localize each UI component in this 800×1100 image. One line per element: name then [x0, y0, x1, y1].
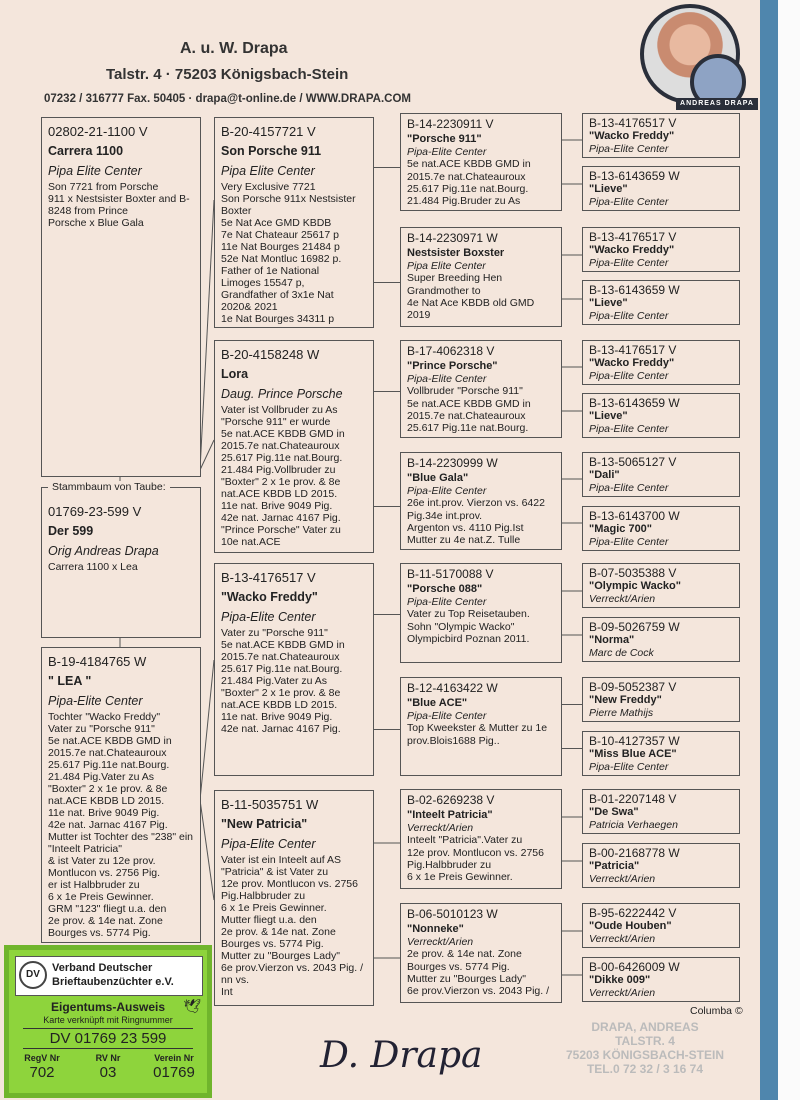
note-line: 8248 from Prince: [48, 205, 128, 217]
note-line: Bourges vs. 5774 Pig.: [48, 927, 151, 939]
breeder-origin: Pierre Mathijs: [589, 706, 654, 719]
ring-number: B-95-6222442 V: [589, 906, 677, 920]
note-line: & ist Vater zu 12e prov.: [48, 855, 156, 867]
org-name-line1: Verband Deutscher: [52, 962, 153, 974]
breeder-origin: Patricia Verhaegen: [589, 818, 678, 831]
note-line: 42e nat. Jarnac 4167 Pig.: [48, 819, 168, 831]
ring-number: B-09-5026759 W: [589, 620, 680, 634]
ring-number: 02802-21-1100 V: [48, 124, 148, 139]
note-line: Vater zu "Porsche 911": [48, 723, 155, 735]
pedigree-legend: Stammbaum von Taube:: [48, 481, 170, 493]
pigeon-name: "De Swa": [589, 806, 639, 819]
pigeon-card: [400, 903, 562, 1003]
ring-number: B-13-4176517 V: [589, 230, 677, 244]
breeder-origin: Pipa-Elite Center: [589, 535, 669, 548]
pigeon-card: [214, 563, 374, 776]
note-line: 2015.7e nat.Chateauroux: [48, 747, 167, 759]
note-line: Grandfather of 3x1e Nat: [221, 289, 334, 301]
note-line: 2015.7e nat.Chateauroux: [221, 651, 340, 663]
note-line: 11e nat. Brive 9049 Pig.: [221, 711, 333, 723]
pigeon-name: "Porsche 088": [407, 583, 483, 596]
note-line: "Patricia" & ist Vater zu: [221, 866, 329, 878]
pigeon-name: "Patricia": [589, 860, 640, 873]
note-line: "Prince Porsche" Vater zu: [221, 524, 341, 536]
breeder-origin: Orig Andreas Drapa: [48, 544, 159, 558]
note-line: Tochter "Wacko Freddy": [48, 711, 161, 723]
pigeon-name: "Miss Blue ACE": [589, 748, 677, 761]
pigeon-icon: 🕊: [183, 998, 201, 1014]
stamp-line: DRAPA, ANDREAS: [591, 1020, 699, 1034]
note-line: 26e int.prov. Vierzon vs. 6422: [407, 497, 545, 510]
note-line: Mutter ist Tochter des "238" ein: [48, 831, 194, 843]
dv-logo-icon: DV: [19, 961, 47, 989]
stamp-line: TALSTR. 4: [615, 1034, 675, 1048]
note-line: 5e Nat Ace GMD KBDB: [221, 217, 332, 229]
note-line: Carrera 1100 x Lea: [48, 561, 138, 573]
breeder-origin: Pipa-Elite Center: [589, 422, 669, 435]
note-line: 52e Nat Montluc 16982 p.: [221, 253, 342, 265]
note-line: Vater zu Top Reisetauben.: [407, 608, 530, 621]
note-line: Grandmother to: [407, 284, 481, 297]
pigeon-name: "Porsche 911": [407, 133, 482, 146]
note-line: 21.484 Pig.Vater zu As: [221, 675, 328, 687]
pigeon-card: [582, 340, 740, 385]
field-label: RegV Nr: [24, 1053, 60, 1063]
pigeon-name: "Prince Porsche": [407, 360, 498, 373]
note-line: 25.617 Pig.11e nat.Bourg.: [48, 759, 170, 771]
ring-number: B-13-6143700 W: [589, 509, 680, 523]
badge-label: ANDREAS DRAPA: [676, 98, 758, 110]
note-line: nat.ACE KBDB LD 2015.: [221, 699, 338, 711]
card-header: [15, 956, 203, 996]
note-line: Vater ist ein Inteelt auf AS: [221, 854, 342, 866]
ring-number: B-02-6269238 V: [407, 793, 495, 807]
note-line: Bourges vs. 5774 Pig.: [407, 960, 510, 973]
breeder-origin: Verreckt/Arien: [407, 821, 474, 834]
ring-number: B-14-2230971 W: [407, 231, 498, 245]
pigeon-card: [41, 647, 201, 943]
pigeon-name: Son Porsche 911: [221, 144, 322, 158]
org-name-line2: Brieftaubenzüchter e.V.: [52, 976, 174, 988]
note-line: Argenton vs. 4110 Pig.Ist: [407, 522, 524, 535]
note-line: Mutter zu "Bourges Lady": [407, 973, 526, 986]
note-line: 6e prov.Vierzon vs. 2043 Pig. /: [407, 985, 550, 998]
note-line: Porsche x Blue Gala: [48, 217, 144, 229]
pigeon-card: [582, 677, 740, 722]
note-line: Top Kweekster & Mutter zu 1e: [407, 722, 548, 735]
ring-number: B-12-4163422 W: [407, 681, 498, 695]
note-line: 21.484 Pig.Vollbruder zu: [221, 464, 336, 476]
note-line: er ist Halbbruder zu: [48, 879, 140, 891]
pigeon-name: "Wacko Freddy": [589, 357, 675, 370]
breeder-origin: Verreckt/Arien: [589, 872, 656, 885]
pigeon-card: [582, 227, 740, 272]
note-line: 911 x Nestsister Boxter and B-: [48, 193, 190, 205]
pigeon-name: " LEA ": [48, 674, 92, 688]
pigeon-name: "Magic 700": [589, 523, 653, 536]
note-line: 5e nat.ACE KBDB GMD in: [407, 158, 531, 171]
note-line: Inteelt "Patricia".Vater zu: [407, 834, 523, 847]
ring-number: B-17-4062318 V: [407, 344, 495, 358]
pigeon-name: "Dikke 009": [589, 974, 651, 987]
note-line: Mutter fliegt u.a. den: [221, 914, 317, 926]
breeder-origin: Pipa-Elite Center: [589, 760, 669, 773]
ring-number: B-06-5010123 W: [407, 907, 498, 921]
note-line: 25.617 Pig.11e nat.Bourg.: [221, 663, 343, 675]
pigeon-card: [400, 789, 562, 889]
note-line: "Boxter" 2 x 1e prov. & 8e: [221, 476, 341, 488]
breeder-origin: Verreckt/Arien: [589, 986, 656, 999]
note-line: 11e Nat Bourges 21484 p: [221, 241, 340, 253]
note-line: "Boxter" 2 x 1e prov. & 8e: [221, 687, 341, 699]
note-line: Son Porsche 911x Nestsister: [221, 193, 356, 205]
pigeon-name: "New Patricia": [221, 817, 308, 831]
note-line: 1e Nat Bourges 34311 p: [221, 313, 335, 325]
pigeon-name: "Wacko Freddy": [589, 130, 675, 143]
note-line: 6 x 1e Preis Gewinner.: [48, 891, 154, 903]
pigeon-name: "Norma": [589, 634, 635, 647]
pigeon-card: [400, 563, 562, 663]
ring-number: B-14-2230999 W: [407, 456, 498, 470]
ring-number: B-13-6143659 W: [589, 169, 680, 183]
breeder-origin: Pipa-Elite Center: [407, 484, 487, 497]
pigeon-card: [214, 340, 374, 553]
note-line: 7e Nat Chateaur 25617 p: [221, 229, 339, 241]
pigeon-card: [582, 843, 740, 888]
pigeon-name: "New Freddy": [589, 694, 662, 707]
breeder-origin: Pipa-Elite Center: [589, 256, 669, 269]
pigeon-card: [582, 113, 740, 158]
note-line: Boxter: [221, 205, 252, 217]
note-line: GRM "123" fliegt u.a. den: [48, 903, 167, 915]
pigeon-card: [582, 617, 740, 662]
pigeon-card: [41, 487, 201, 638]
note-line: nn vs.: [221, 974, 250, 986]
note-line: "Porsche 911" er wurde: [221, 416, 331, 428]
note-line: Limoges 15547 p,: [221, 277, 305, 289]
pigeon-card: [582, 563, 740, 608]
note-line: 4e Nat Ace KBDB old GMD: [407, 297, 535, 310]
pigeon-name: "Oude Houben": [589, 920, 672, 933]
note-line: 42e nat. Jarnac 4167 Pig.: [221, 723, 341, 735]
pigeon-name: "Wacko Freddy": [221, 590, 318, 604]
breeder-origin: Pipa-Elite Center: [589, 369, 669, 382]
pigeon-name: Carrera 1100: [48, 144, 124, 158]
note-line: 2019: [407, 309, 431, 322]
connector-line: [200, 660, 214, 800]
ring-number: B-00-6426009 W: [589, 960, 680, 974]
pigeon-name: "Dali": [589, 469, 620, 482]
note-line: Pig.34e int.prov.: [407, 509, 483, 522]
pigeon-card: [582, 789, 740, 834]
note-line: Montlucon vs. 2756 Pig.: [48, 867, 161, 879]
card-subtitle: Karte verknüpft mit Ringnummer: [43, 1015, 173, 1025]
ring-number: B-19-4184765 W: [48, 654, 147, 669]
breeder-origin: Pipa Elite Center: [48, 164, 142, 178]
divider: [23, 1028, 193, 1029]
note-line: Very Exclusive 7721: [221, 181, 316, 193]
note-line: 5e nat.ACE KBDB GMD in: [221, 639, 345, 651]
pigeon-card: [582, 506, 740, 551]
breeder-origin: Pipa-Elite Center: [221, 837, 316, 851]
pigeon-card: [400, 452, 562, 550]
note-line: 2e prov. & 14e nat. Zone: [221, 926, 336, 938]
signature: D. Drapa: [320, 1035, 483, 1076]
pigeon-name: Nestsister Boxster: [407, 247, 505, 260]
pigeon-name: "Lieve": [589, 297, 628, 310]
breeder-origin: Pipa-Elite Center: [407, 145, 487, 158]
ring-number: DV 01769 23 599: [49, 1030, 167, 1047]
note-line: 2e prov. & 14e nat. Zone: [48, 915, 163, 927]
pigeon-name: "Blue Gala": [407, 472, 469, 485]
breeder-origin: Pipa-Elite Center: [407, 709, 487, 722]
note-line: Pig.Halbbruder zu: [221, 890, 306, 902]
pigeon-name: "Nonneke": [407, 923, 464, 936]
breeder-origin: Pipa-Elite Center: [48, 694, 143, 708]
ring-number: B-00-2168778 W: [589, 846, 680, 860]
connector-line: [200, 440, 214, 470]
ring-number: B-13-4176517 V: [589, 343, 677, 357]
ring-number: B-20-4157721 V: [221, 124, 316, 139]
ring-number: B-13-4176517 V: [221, 570, 316, 585]
note-line: 2e prov. & 14e nat. Zone: [407, 948, 522, 961]
ring-number: B-13-6143659 W: [589, 396, 680, 410]
connector-line: [200, 200, 214, 470]
note-line: "Inteelt Patricia": [48, 843, 122, 855]
pigeon-card: [214, 117, 374, 328]
note-line: Father of 1e National: [221, 265, 320, 277]
pigeon-name: "Lieve": [589, 183, 628, 196]
ownership-card: [4, 945, 212, 1098]
ring-number: B-07-5035388 V: [589, 566, 677, 580]
pigeon-card: [582, 731, 740, 776]
note-line: nat.ACE KBDB LD 2015.: [221, 488, 338, 500]
pigeon-card: [400, 677, 562, 776]
pigeon-name: Der 599: [48, 524, 94, 538]
field-label: Verein Nr: [154, 1053, 194, 1063]
card-title: Eigentums-Ausweis: [50, 1000, 166, 1014]
breeder-origin: Pipa-Elite Center: [589, 142, 669, 155]
breeder-origin: Pipa Elite Center: [221, 164, 315, 178]
note-line: 6 x 1e Preis Gewinner.: [407, 871, 513, 884]
note-line: Vater ist Vollbruder zu As: [221, 404, 338, 416]
note-line: Mutter zu "Bourges Lady": [221, 950, 340, 962]
note-line: nat.ACE KBDB LD 2015.: [48, 795, 165, 807]
note-line: 42e nat. Jarnac 4167 Pig.: [221, 512, 341, 524]
field-value: 01769: [153, 1064, 195, 1081]
breeder-origin: Pipa-Elite Center: [589, 481, 669, 494]
pigeon-card: [582, 166, 740, 211]
pigeon-card: [582, 452, 740, 497]
stamp-line: 75203 KÖNIGSBACH-STEIN: [565, 1048, 725, 1062]
pigeon-card: [582, 903, 740, 948]
note-line: Vollbruder "Porsche 911": [407, 385, 523, 398]
breeder-origin: Verreckt/Arien: [589, 932, 656, 945]
note-line: Int: [221, 986, 233, 998]
note-line: 5e nat.ACE KBDB GMD in: [48, 735, 172, 747]
connector-line: [200, 800, 214, 900]
note-line: Vater zu "Porsche 911": [221, 627, 328, 639]
note-line: Sohn "Olympic Wacko": [407, 620, 515, 633]
note-line: 5e nat.ACE KBDB GMD in: [221, 428, 345, 440]
breeder-name: A. u. W. Drapa: [180, 40, 288, 57]
note-line: 6 x 1e Preis Gewinner.: [221, 902, 327, 914]
breeder-origin: Verreckt/Arien: [407, 935, 474, 948]
field-value: 702: [29, 1064, 55, 1081]
pigeon-card: [400, 113, 562, 211]
breeder-origin: Marc de Cock: [589, 646, 654, 659]
ring-number: 01769-23-599 V: [48, 504, 142, 519]
note-line: prov.Blois1688 Pig..: [407, 734, 500, 747]
ring-number: B-10-4127357 W: [589, 734, 680, 748]
note-line: Son 7721 from Porsche: [48, 181, 159, 193]
field-value: 03: [99, 1064, 117, 1081]
note-line: 21.484 Pig.Bruder zu As: [407, 195, 521, 208]
pigeon-name: "Inteelt Patricia": [407, 809, 493, 822]
pigeon-name: "Olympic Wacko": [589, 580, 681, 593]
note-line: 25.617 Pig.11e nat.Bourg.: [407, 183, 529, 196]
note-line: 2015.7e nat.Chateauroux: [407, 410, 526, 423]
breeder-origin: Pipa-Elite Center: [407, 372, 487, 385]
pigeon-card: [214, 790, 374, 1006]
note-line: 5e nat.ACE KBDB GMD in: [407, 397, 531, 410]
ring-number: B-11-5170088 V: [407, 567, 494, 581]
address-stamp: [555, 1020, 735, 1076]
note-line: 21.484 Pig.Vater zu As: [48, 771, 155, 783]
note-line: Super Breeding Hen: [407, 272, 503, 285]
pigeon-name: "Blue ACE": [407, 697, 468, 710]
note-line: Pig.Halbbruder zu: [407, 859, 492, 872]
note-line: 10e nat.ACE: [221, 536, 281, 548]
breeder-origin: Pipa-Elite Center: [589, 195, 669, 208]
pigeon-name: "Lieve": [589, 410, 628, 423]
copyright: Columba ©: [690, 1005, 743, 1017]
breeder-origin: Pipa-Elite Center: [407, 595, 487, 608]
ring-number: B-13-6143659 W: [589, 283, 680, 297]
ring-number: B-01-2207148 V: [589, 792, 677, 806]
note-line: 11e nat. Brive 9049 Pig.: [48, 807, 160, 819]
stamp-line: TEL.0 72 32 / 3 16 74: [586, 1062, 704, 1076]
pigeon-name: Lora: [221, 367, 249, 381]
ring-number: B-11-5035751 W: [221, 797, 319, 812]
pigeon-card: [582, 280, 740, 325]
note-line: Olympicbird Poznan 2011.: [407, 633, 530, 646]
field-label: RV Nr: [95, 1053, 121, 1063]
note-line: 25.617 Pig.11e nat.Bourg.: [407, 422, 529, 435]
note-line: Mutter zu 4e nat.Z. Tulle: [407, 534, 521, 547]
note-line: 2015.7e nat.Chateauroux: [407, 170, 526, 183]
breeder-address: Talstr. 4 · 75203 Königsbach-Stein: [106, 66, 349, 83]
pigeon-name: "Wacko Freddy": [589, 244, 675, 257]
pigeon-card: [400, 227, 562, 327]
breeder-origin: Daug. Prince Porsche: [221, 387, 343, 401]
note-line: 12e prov. Montlucon vs. 2756: [407, 846, 544, 859]
breeder-origin: Pipa-Elite Center: [589, 309, 669, 322]
breeder-origin: Pipa-Elite Center: [221, 610, 316, 624]
ring-number: B-13-4176517 V: [589, 116, 677, 130]
pigeon-card: [582, 957, 740, 1002]
pigeon-card: [41, 117, 201, 477]
note-line: 6e prov.Vierzon vs. 2043 Pig. /: [221, 962, 364, 974]
ring-number: B-14-2230911 V: [407, 117, 494, 131]
breeder-contact: 07232 / 316777 Fax. 50405 · drapa@t-online.de / WWW.DRAPA.COM: [44, 93, 411, 105]
breeder-origin: Pipa Elite Center: [407, 259, 486, 272]
note-line: "Boxter" 2 x 1e prov. & 8e: [48, 783, 168, 795]
pigeon-card: [582, 393, 740, 438]
note-line: 25.617 Pig.11e nat.Bourg.: [221, 452, 343, 464]
ring-number: B-09-5052387 V: [589, 680, 677, 694]
divider: [23, 1048, 193, 1049]
pigeon-card: [400, 340, 562, 438]
note-line: 11e nat. Brive 9049 Pig.: [221, 500, 333, 512]
note-line: Bourges vs. 5774 Pig.: [221, 938, 324, 950]
note-line: 2020& 2021: [221, 301, 278, 313]
ring-number: B-20-4158248 W: [221, 347, 320, 362]
ring-number: B-13-5065127 V: [589, 455, 677, 469]
breeder-origin: Verreckt/Arien: [589, 592, 656, 605]
note-line: 12e prov. Montlucon vs. 2756: [221, 878, 358, 890]
note-line: 2015.7e nat.Chateauroux: [221, 440, 340, 452]
